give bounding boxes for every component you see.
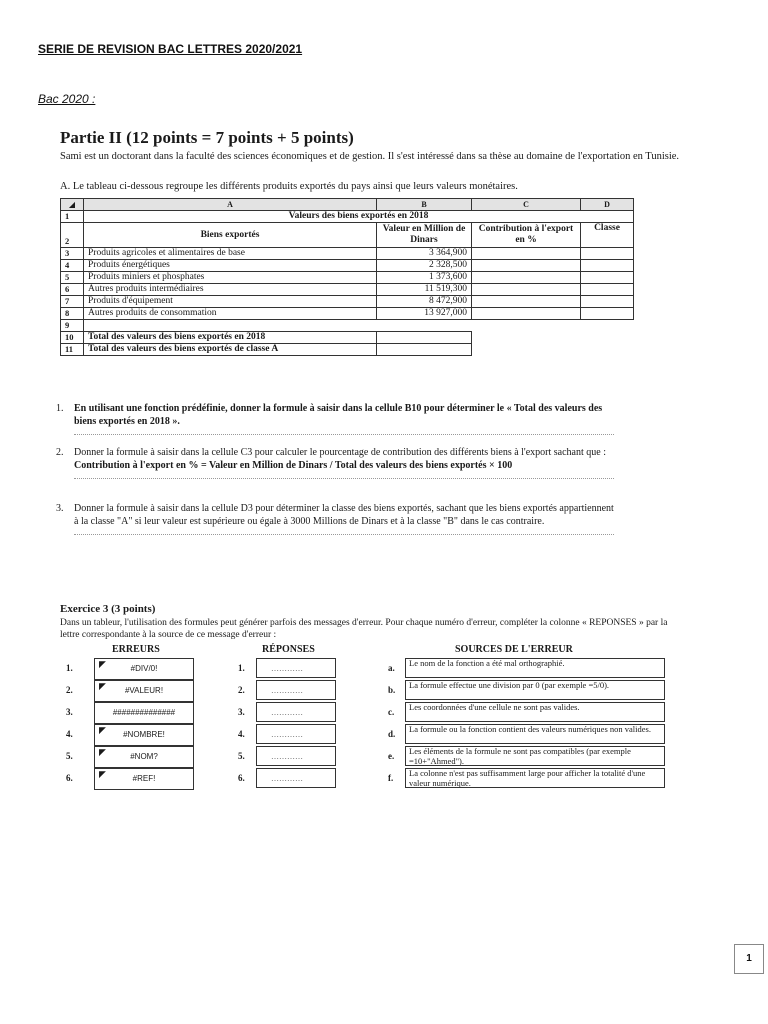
exercise-row <box>0 768 768 790</box>
error-number: 5. <box>66 751 73 761</box>
source-letter: b. <box>388 685 396 695</box>
spreadsheet-table <box>60 198 634 356</box>
table-row <box>61 211 634 223</box>
error-code: #VALEUR! <box>124 686 164 695</box>
empty-row <box>84 320 634 332</box>
question-number: 2. <box>56 447 64 458</box>
contribution-cell <box>472 308 581 320</box>
source-letter: a. <box>388 663 395 673</box>
error-cell <box>94 658 194 680</box>
answer-number: 2. <box>238 685 245 695</box>
page-number: 1 <box>734 944 764 974</box>
class-cell <box>581 308 634 320</box>
contribution-cell <box>472 248 581 260</box>
error-number: 6. <box>66 773 73 783</box>
exercise-title: Exercice 3 (3 points) <box>60 603 156 615</box>
document-subtitle: Bac 2020 : <box>38 92 96 106</box>
answer-number: 5. <box>238 751 245 761</box>
answer-number: 1. <box>238 663 245 673</box>
error-indicator-icon: ◤ <box>99 681 106 691</box>
col-letter-a: A <box>84 199 377 211</box>
answer-field[interactable]: ………… <box>256 746 336 766</box>
question-number: 1. <box>56 403 64 414</box>
row-number: 6 <box>61 284 84 296</box>
question-number: 3. <box>56 503 64 514</box>
contribution-cell <box>472 296 581 308</box>
error-code: #NOMBRE! <box>123 730 165 739</box>
exercise-row <box>0 724 768 746</box>
product-name: Produits énergétiques <box>84 260 377 272</box>
error-number: 1. <box>66 663 73 673</box>
total-value-cell <box>377 332 472 344</box>
product-name: Produits miniers et phosphates <box>84 272 377 284</box>
question-text: Donner la formule à saisir dans la cellule D3 pour déterminer la classe des biens exportés, sachant que les biens exportés appartiennent à la classe "A" si leur valeur est supérieure ou égale à 3000 Millions de Dinars et à la classe "B" dans le cas contraire. <box>74 503 614 527</box>
question-text: Donner la formule à saisir dans la cellule C3 pour calculer le pourcentage de contribution des différents biens à l'export sachant que : <box>74 447 606 458</box>
col-letter-d: D <box>581 199 634 211</box>
answer-field[interactable]: ………… <box>256 724 336 744</box>
product-name: Autres produits intermédiaires <box>84 284 377 296</box>
source-cell: La formule effectue une division par 0 (par exemple =5/0). <box>405 680 665 700</box>
blank-cell <box>472 332 634 344</box>
answer-line <box>74 428 614 435</box>
table-row <box>61 344 634 356</box>
answer-line <box>74 528 614 535</box>
table-row <box>61 248 634 260</box>
row-number: 1 <box>61 211 84 223</box>
question-formula: Contribution à l'export en % = Valeur en Million de Dinars / Total des valeurs des biens exportés × 100 <box>74 460 513 471</box>
document-title: SERIE DE REVISION BAC LETTRES 2020/2021 <box>38 42 303 56</box>
question-text: En utilisant une fonction prédéfinie, donner la formule à saisir dans la cellule B10 pour déterminer le « Total des valeurs des biens exportés en 2018 ». <box>74 403 603 427</box>
question-3 <box>58 502 618 535</box>
answer-line <box>74 472 614 479</box>
product-value: 11 519,300 <box>377 284 472 296</box>
source-cell: La formule ou la fonction contient des valeurs numériques non valides. <box>405 724 665 744</box>
corner-cell: ◢ <box>61 199 84 211</box>
answer-field[interactable]: ………… <box>256 658 336 678</box>
blank-cell <box>472 344 634 356</box>
error-indicator-icon: ◤ <box>99 659 106 669</box>
error-code: ############## <box>112 708 176 717</box>
part-title: Partie II (12 points = 7 points + 5 points) <box>60 128 354 147</box>
header-answers: RÉPONSES <box>262 644 315 655</box>
class-cell <box>581 284 634 296</box>
table-header-row <box>61 223 634 248</box>
error-cell <box>94 680 194 702</box>
exercise-intro: Dans un tableur, l'utilisation des formules peut générer parfois des messages d'erreur. Pour chaque numéro d'erreur, compléter la colonne « REPONSES » par la lettre correspondante à la source de ce message d'erreur : <box>60 618 668 640</box>
table-row <box>61 284 634 296</box>
source-cell: Les éléments de la formule ne sont pas compatibles (par exemple =10+"Ahmed"). <box>405 746 665 766</box>
answer-field[interactable]: ………… <box>256 702 336 722</box>
total-value-cell <box>377 344 472 356</box>
error-code: #REF! <box>132 774 156 783</box>
row-number: 2 <box>61 223 84 248</box>
answer-number: 3. <box>238 707 245 717</box>
exercise-row <box>0 658 768 680</box>
exercise-row <box>0 746 768 768</box>
contribution-cell <box>472 272 581 284</box>
header-classe: Classe <box>581 223 634 248</box>
error-code: #NOM? <box>130 752 158 761</box>
header-errors: ERREURS <box>112 644 160 655</box>
row-number: 9 <box>61 320 84 332</box>
exercise-row <box>0 680 768 702</box>
column-letter-row <box>61 199 634 211</box>
table-row <box>61 272 634 284</box>
total-label: Total des valeurs des biens exportés de classe A <box>84 344 377 356</box>
product-name: Produits agricoles et alimentaires de base <box>84 248 377 260</box>
source-letter: e. <box>388 751 395 761</box>
total-label: Total des valeurs des biens exportés en 2018 <box>84 332 377 344</box>
error-cell <box>94 768 194 790</box>
question-1 <box>58 402 618 435</box>
class-cell <box>581 296 634 308</box>
class-cell <box>581 248 634 260</box>
table-row <box>61 332 634 344</box>
row-number: 8 <box>61 308 84 320</box>
part-intro: Sami est un doctorant dans la faculté des sciences économiques et de gestion. Il s'est intéressé dans sa thèse au domaine de l'exportation en Tunisie. <box>60 151 680 162</box>
error-cell <box>94 702 194 724</box>
contribution-cell <box>472 260 581 272</box>
header-valeur: Valeur en Million de Dinars <box>377 223 472 248</box>
class-cell <box>581 272 634 284</box>
source-letter: f. <box>388 773 394 783</box>
row-number: 10 <box>61 332 84 344</box>
answer-field[interactable]: ………… <box>256 768 336 788</box>
table-row <box>61 308 634 320</box>
row-number: 5 <box>61 272 84 284</box>
answer-field[interactable]: ………… <box>256 680 336 700</box>
table-title: Valeurs des biens exportés en 2018 <box>84 211 634 223</box>
product-value: 2 328,500 <box>377 260 472 272</box>
error-number: 4. <box>66 729 73 739</box>
exercise-row <box>0 702 768 724</box>
table-row <box>61 260 634 272</box>
col-letter-c: C <box>472 199 581 211</box>
class-cell <box>581 260 634 272</box>
error-cell <box>94 724 194 746</box>
row-number: 3 <box>61 248 84 260</box>
col-letter-b: B <box>377 199 472 211</box>
row-number: 11 <box>61 344 84 356</box>
row-number: 4 <box>61 260 84 272</box>
answer-number: 4. <box>238 729 245 739</box>
source-cell: La colonne n'est pas suffisamment large pour afficher la totalité d'une valeur numérique. <box>405 768 665 788</box>
error-indicator-icon: ◤ <box>99 747 106 757</box>
error-cell <box>94 746 194 768</box>
error-indicator-icon: ◤ <box>99 769 106 779</box>
source-cell: Le nom de la fonction a été mal orthographié. <box>405 658 665 678</box>
answer-number: 6. <box>238 773 245 783</box>
table-row <box>61 320 634 332</box>
product-name: Produits d'équipement <box>84 296 377 308</box>
header-contribution: Contribution à l'export en % <box>472 223 581 248</box>
source-letter: d. <box>388 729 396 739</box>
error-code: #DIV/0! <box>130 664 158 673</box>
product-value: 3 364,900 <box>377 248 472 260</box>
error-number: 2. <box>66 685 73 695</box>
header-biens: Biens exportés <box>84 223 377 248</box>
source-letter: c. <box>388 707 395 717</box>
question-a: A. Le tableau ci-dessous regroupe les différents produits exportés du pays ainsi que leurs valeurs monétaires. <box>60 181 518 192</box>
contribution-cell <box>472 284 581 296</box>
header-sources: SOURCES DE L'ERREUR <box>455 644 573 655</box>
question-2 <box>58 446 618 479</box>
error-number: 3. <box>66 707 73 717</box>
product-value: 13 927,000 <box>377 308 472 320</box>
product-name: Autres produits de consommation <box>84 308 377 320</box>
row-number: 7 <box>61 296 84 308</box>
error-indicator-icon: ◤ <box>99 725 106 735</box>
product-value: 8 472,900 <box>377 296 472 308</box>
table-row <box>61 296 634 308</box>
product-value: 1 373,600 <box>377 272 472 284</box>
source-cell: Les coordonnées d'une cellule ne sont pas valides. <box>405 702 665 722</box>
